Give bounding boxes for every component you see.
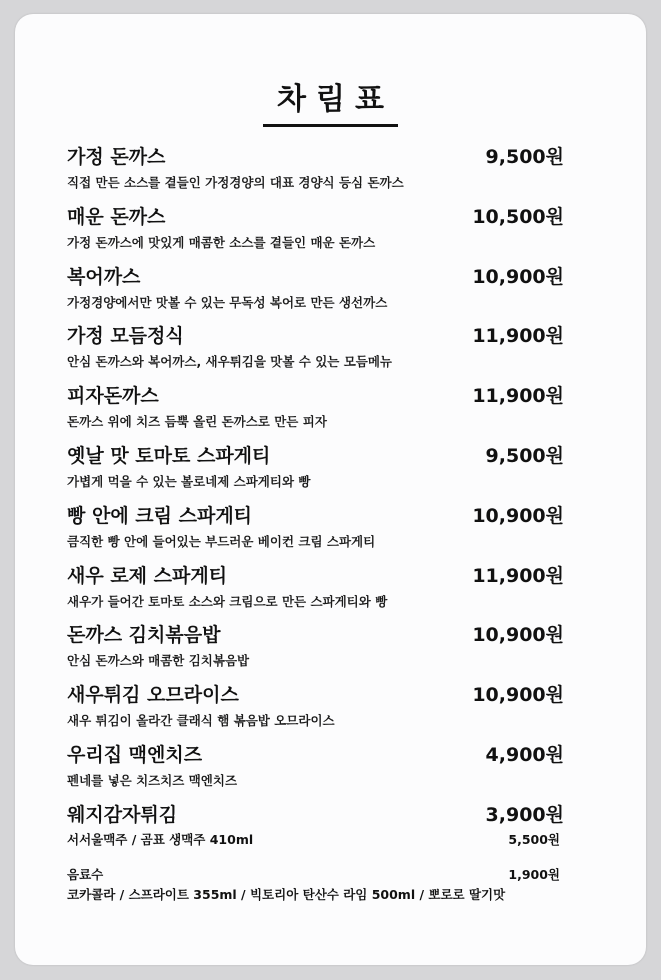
- item-price: 3,900원: [485, 803, 564, 826]
- menu-item: [67, 501, 564, 561]
- item-price: 11,900원: [472, 385, 564, 408]
- item-desc: 펜네를 넣은 치즈치즈 맥엔치즈: [67, 772, 238, 788]
- item-name: 복어까스: [67, 265, 141, 288]
- item-name: 옛날 맛 토마토 스파게티: [67, 444, 271, 467]
- item-price: 11,900원: [472, 564, 564, 587]
- item-desc: 가정 돈까스에 맛있게 매콤한 소스를 곁들인 매운 돈까스: [67, 234, 376, 250]
- item-price: 9,500원: [485, 146, 564, 168]
- menu-item: [67, 142, 564, 202]
- item-name: 가정 돈까스: [67, 146, 166, 168]
- drinks-label: 음료수: [67, 867, 104, 882]
- item-desc: 큼직한 빵 안에 들어있는 부드러운 베이컨 크림 스파게티: [67, 533, 376, 549]
- drinks-list: [67, 885, 560, 903]
- item-name: 돈까스 김치볶음밥: [67, 624, 221, 647]
- item-desc: 직접 만든 소스를 곁들인 가정경양의 대표 경양식 등심 돈까스: [67, 175, 404, 190]
- menu-item: [67, 321, 564, 381]
- item-desc: 새우가 들어간 토마토 소스와 크림으로 만든 스파게티와 빵: [67, 593, 388, 609]
- item-price: 10,900원: [472, 684, 564, 707]
- beer-label: 서서울맥주 / 곰표 생맥주 410ml: [67, 832, 254, 847]
- menu-item: [67, 262, 564, 322]
- drinks-price: 1,900원: [508, 867, 560, 882]
- drinks-row: [67, 865, 560, 883]
- drinks-list-text: 코카콜라 / 스프라이트 355ml / 빅토리아 탄산수 라임 500ml / 뽀로로 딸기맛: [67, 887, 506, 902]
- item-name: 빵 안에 크림 스파게티: [67, 504, 253, 527]
- menu-title: 차림표: [15, 74, 646, 127]
- beer-price: 5,500원: [508, 832, 560, 847]
- item-name: 피자돈까스: [67, 385, 159, 408]
- item-name: 가정 모듬정식: [67, 325, 184, 348]
- item-price: 10,900원: [472, 504, 564, 527]
- menu-item: [67, 441, 564, 501]
- item-price: 11,900원: [472, 325, 564, 348]
- menu-item: [67, 740, 564, 800]
- item-name: 웨지감자튀김: [67, 803, 178, 826]
- menu-item: [67, 620, 564, 680]
- item-name: 매운 돈까스: [67, 205, 166, 228]
- item-desc: 가볍게 먹을 수 있는 볼로네제 스파게티와 빵: [67, 473, 311, 489]
- item-desc: 가정경양에서만 맛볼 수 있는 무독성 복어로 만든 생선까스: [67, 294, 388, 310]
- item-desc: 안심 돈까스와 복어까스, 새우튀김을 맛볼 수 있는 모듬메뉴: [67, 354, 393, 370]
- menu-item: [67, 202, 564, 262]
- beer-row: [67, 830, 560, 848]
- item-price: 9,500원: [485, 444, 564, 467]
- item-price: 10,500원: [472, 205, 564, 228]
- item-price: 4,900원: [485, 743, 564, 766]
- item-name: 새우튀김 오므라이스: [67, 684, 239, 707]
- item-name: 우리집 맥엔치즈: [67, 743, 203, 766]
- menu-list: [67, 142, 564, 860]
- menu-item: [67, 381, 564, 441]
- menu-item: [67, 680, 564, 740]
- item-price: 10,900원: [472, 265, 564, 288]
- item-price: 10,900원: [472, 624, 564, 647]
- item-desc: 새우 튀김이 올라간 클래식 햄 볶음밥 오므라이스: [67, 713, 335, 729]
- item-desc: 돈까스 위에 치즈 듬뿍 올린 돈까스로 만든 피자: [67, 414, 327, 430]
- menu-card: [15, 14, 646, 965]
- menu-item: [67, 561, 564, 621]
- item-name: 새우 로제 스파게티: [67, 564, 228, 587]
- item-desc: 안심 돈까스와 매콤한 김치볶음밥: [67, 653, 250, 669]
